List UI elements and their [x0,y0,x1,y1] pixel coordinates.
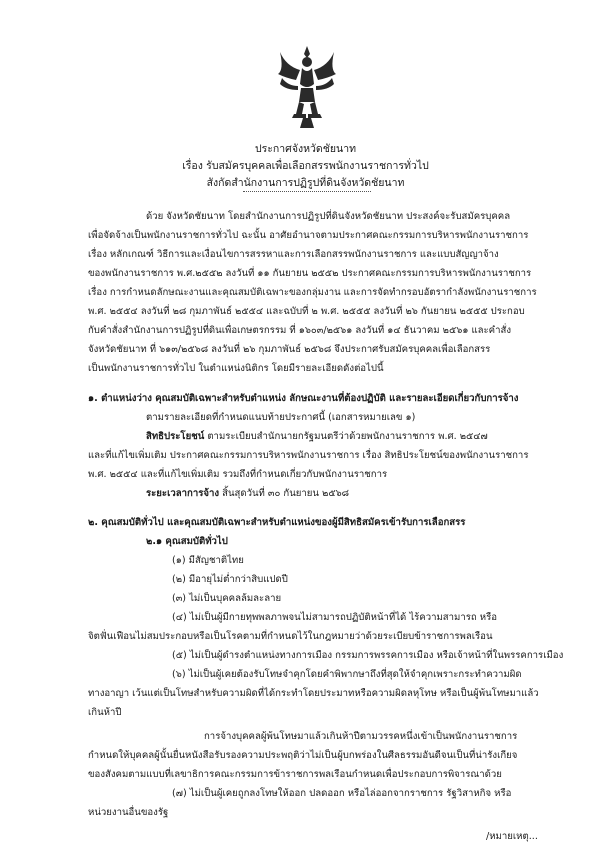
intro-line: เป็นพนักงานราชการทั่วไป ในตำแหน่งนิติกร โดยมีรายละเอียดดังต่อไปนี้ [88,363,384,374]
period-text: สิ้นสุดวันที่ ๓๐ กันยายน ๒๕๖๘ [219,488,350,499]
garuda-emblem-icon [276,44,338,130]
intro-line: จังหวัดชัยนาท ที่ ๖๑๓/๒๕๖๘ ลงวันที่ ๒๖ กุมภาพันธ์ ๒๕๖๘ จึงประกาศรับสมัครบุคคลเพื่อเลือกสรร [88,344,491,355]
section2-subheading: ๒.๑ คุณสมบัติทั่วไป [146,536,228,547]
qualification-item: การจ้างบุคคลผู้พ้นโทษมาแล้วเกินห้าปีตามวรรคหนึ่งเข้าเป็นพนักงานราชการ [204,731,518,742]
intro-line: ของพนักงานราชการ พ.ศ.๒๕๕๒ ลงวันที่ ๑๑ กันยายน ๒๕๕๒ ประกาศคณะกรรมการบริหารพนักงานราชการ [88,268,532,279]
intro-line: เรื่อง หลักเกณฑ์ วิธีการและเงื่อนไขการสรรหาและการเลือกสรรพนักงานราชการ และแบบสัญญาจ้าง [88,249,499,260]
section1-detail: ตามรายละเอียดที่กำหนดแนบท้ายประกาศนี้ (เอกสารหมายเลข ๑) [146,412,416,423]
qualification-item: (๔) ไม่เป็นผู้มีกายทุพพลภาพจนไม่สามารถปฏิบัติหน้าที่ได้ ไร้ความสามารถ หรือ [172,612,498,623]
intro-line: เรื่อง การกำหนดลักษณะงานและคุณสมบัติเฉพาะของกลุ่มงาน และการจัดทำกรอบอัตรากำลังพนักงานราชการ [88,287,537,298]
section1-heading: ๑. ตำแหน่งว่าง คุณสมบัติเฉพาะสำหรับตำแหน่ง ลักษณะงานที่ต้องปฏิบัติ และรายละเอียดเกี่ยวกับการจ้าง [88,393,519,404]
qualification-item: (๒) มีอายุไม่ต่ำกว่าสิบแปดปี [172,574,288,585]
qualification-item: เกินห้าปี [88,707,122,718]
period-line [146,487,349,501]
qualification-item: (๓) ไม่เป็นบุคคลล้มละลาย [172,593,282,604]
header-divider [243,191,371,192]
announcement-title: ประกาศจังหวัดชัยนาท [254,143,357,155]
qualification-item: (๖) ไม่เป็นผู้เคยต้องรับโทษจำคุกโดยคำพิพากษาถึงที่สุดให้จำคุกเพราะกระทำความผิด [172,669,522,680]
section2-heading: ๒. คุณสมบัติทั่วไป และคุณสมบัติเฉพาะสำหรับตำแหน่งของผู้มีสิทธิสมัครเข้ารับการเลือกสรร [88,517,466,528]
qualification-item: ทางอาญา เว้นแต่เป็นโทษสำหรับความผิดที่ได้กระทำโดยประมาทหรือความผิดลหุโทษ หรือเป็นผู้พ้นโทษมาแล้ว [88,688,539,699]
benefit-text: ตามระเบียบสำนักนายกรัฐมนตรีว่าด้วยพนักงานราชการ พ.ศ. ๒๕๔๗ [204,431,488,442]
qualification-item: (๑) มีสัญชาติไทย [172,555,244,566]
announcement-agency: สังกัดสำนักงานการปฏิรูปที่ดินจังหวัดชัยนาท [206,177,405,189]
continued-marker: /หมายเหตุ... [486,831,538,842]
intro-line: เพื่อจัดจ้างเป็นพนักงานราชการทั่วไป ฉะนั้น อาศัยอำนาจตามประกาศคณะกรรมการบริหารพนักงานราชการ [88,230,529,241]
period-label: ระยะเวลาการจ้าง [146,488,220,499]
qualification-item: จิตฟั่นเฟือนไม่สมประกอบหรือเป็นโรคตามที่กำหนดไว้ในกฎหมายว่าด้วยระเบียบข้าราชการพลเรือน [88,631,493,642]
qualification-item: กำหนดให้บุคคลผู้นั้นยื่นหนังสือรับรองความประพฤติว่าไม่เป็นผู้บกพร่องในศีลธรรมอันดีจนเป็นที่น่ารังเกียจ [88,750,518,761]
qualification-item: (๗) ไม่เป็นผู้เคยถูกลงโทษให้ออก ปลดออก หรือไล่ออกจากราชการ รัฐวิสาหกิจ หรือ [172,788,512,799]
benefit-label: สิทธิประโยชน์ [146,431,205,442]
intro-line: ด้วย จังหวัดชัยนาท โดยสำนักงานการปฏิรูปที่ดินจังหวัดชัยนาท ประสงค์จะรับสมัครบุคคล [146,211,511,222]
benefit-continued: และที่แก้ไขเพิ่มเติม ประกาศคณะกรรมการบริหารพนักงานราชการ เรื่อง สิทธิประโยชน์ของพนักงานราชการ [88,450,529,461]
benefit-line [146,430,488,444]
benefit-continued: พ.ศ. ๒๕๕๔ และที่แก้ไขเพิ่มเติม รวมถึงที่กำหนดเกี่ยวกับพนักงานราชการ [88,469,388,480]
intro-line: พ.ศ. ๒๕๕๔ ลงวันที่ ๒๘ กุมภาพันธ์ ๒๕๕๔ และฉบับที่ ๒ พ.ศ. ๒๕๕๕ ลงวันที่ ๒๖ กันยายน ๒๕๕๕ ประกอบ [88,306,525,317]
qualification-item: ของสังคมตามแบบที่เลขาธิการคณะกรรมการข้าราชการพลเรือนกำหนดเพื่อประกอบการพิจารณาด้วย [88,769,502,780]
intro-line: กับคำสั่งสำนักงานการปฏิรูปที่ดินเพื่อเกษตรกรรม ที่ ๑๖๐๓/๒๕๖๑ ลงวันที่ ๑๔ ธันวาคม ๒๕๖๑ และคำสั่ง [88,325,512,336]
qualification-item: หน่วยงานอื่นของรัฐ [88,807,169,818]
qualification-item: (๕) ไม่เป็นผู้ดำรงตำแหน่งทางการเมือง กรรมการพรรคการเมือง หรือเจ้าหน้าที่ในพรรคการเมือง [172,650,564,661]
announcement-subject: เรื่อง รับสมัครบุคคลเพื่อเลือกสรรพนักงานราชการทั่วไป [182,160,429,172]
